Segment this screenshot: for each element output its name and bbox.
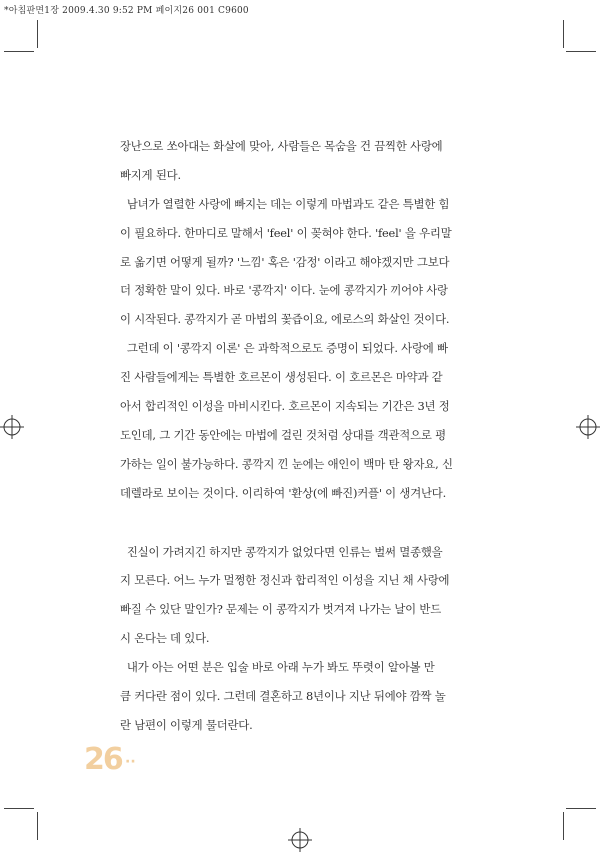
text-line: 그런데 이 '콩깍지 이론' 은 과학적으로도 증명이 되었다. 사랑에 빠 (120, 341, 448, 356)
body-text (120, 132, 485, 740)
text-line: 시 온다는 데 있다. (120, 631, 210, 646)
crop-mark (4, 808, 34, 809)
text-line: 진 사람들에게는 특별한 호르몬이 생성된다. 이 호르몬은 마약과 같 (120, 370, 443, 385)
crop-mark (37, 812, 38, 840)
text-line: 이 필요하다. 한마디로 말해서 'feel' 이 꽂혀야 한다. 'feel' 을 우리말 (120, 225, 452, 240)
text-line: 빠질 수 있단 말인가? 문제는 이 콩깍지가 벗겨져 나가는 날이 반드 (120, 602, 442, 617)
crop-mark (566, 808, 596, 809)
text-line: 데렐라로 보이는 것이다. 이리하여 '환상(에 빠진)커플' 이 생겨난다. (120, 485, 447, 500)
text-line: 장난으로 쏘아대는 화살에 맞아, 사람들은 목숨을 건 끔찍한 사랑에 (120, 139, 443, 153)
text-line: 가하는 일이 불가능하다. 콩깍지 낀 눈에는 애인이 백마 탄 왕자요, 신 (120, 456, 453, 471)
text-line: 진실이 가려지긴 하지만 콩깍지가 없었다면 인류는 벌써 멸종했을 (120, 544, 443, 559)
crop-mark (37, 20, 38, 48)
section-gap (120, 508, 485, 538)
crop-mark (566, 51, 596, 52)
text-line: 더 정확한 말이 있다. 바로 '콩깍지' 이다. 눈에 콩깍지가 끼어야 사랑 (120, 283, 448, 298)
print-slug: *아침판면1장 2009.4.30 9:52 PM 페이지26 001 C9600 (4, 6, 249, 16)
text-line: 남녀가 열렬한 사랑에 빠지는 데는 이렇게 마법과도 같은 특별한 힘 (120, 196, 450, 211)
text-line: 아서 합리적인 이성을 마비시킨다. 호르몬이 지속되는 기간은 3년 정 (120, 399, 450, 414)
text-line: 빠지게 된다. (120, 167, 181, 182)
page-number: 26 (84, 742, 122, 777)
paragraph (120, 132, 485, 190)
registration-mark-icon (288, 828, 312, 852)
paragraph (120, 538, 485, 654)
text-line: 로 옮기면 어떻게 될까? '느낌' 혹은 '감정' 이라고 해야겠지만 그보다 (120, 254, 450, 269)
text-line: 큼 커다란 점이 있다. 그런데 결혼하고 8년이나 지난 뒤에야 깜짝 놀 (120, 689, 446, 704)
text-line: 란 남편이 이렇게 물더란다. (120, 717, 253, 732)
text-line: 지 모른다. 어느 누가 멀쩡한 정신과 합리적인 이성을 지닌 채 사랑에 (120, 573, 450, 588)
page-number-dots: ·· (125, 754, 136, 770)
text-line: 도인데, 그 기간 동안에는 마법에 걸린 것처럼 상대를 객관적으로 평 (120, 427, 446, 442)
registration-mark-icon (0, 415, 24, 439)
crop-mark (563, 20, 564, 48)
registration-mark-icon (576, 415, 600, 439)
text-line: 이 시작된다. 콩깍지가 곧 마법의 꽃즙이요, 에로스의 화살인 것이다. (120, 312, 450, 327)
crop-mark (4, 51, 34, 52)
text-line: 내가 아는 어떤 분은 입술 바로 아래 누가 봐도 뚜렷이 알아볼 만 (120, 660, 435, 675)
paragraph (120, 334, 485, 507)
crop-mark (563, 812, 564, 840)
paragraph (120, 190, 485, 334)
paragraph (120, 653, 485, 740)
